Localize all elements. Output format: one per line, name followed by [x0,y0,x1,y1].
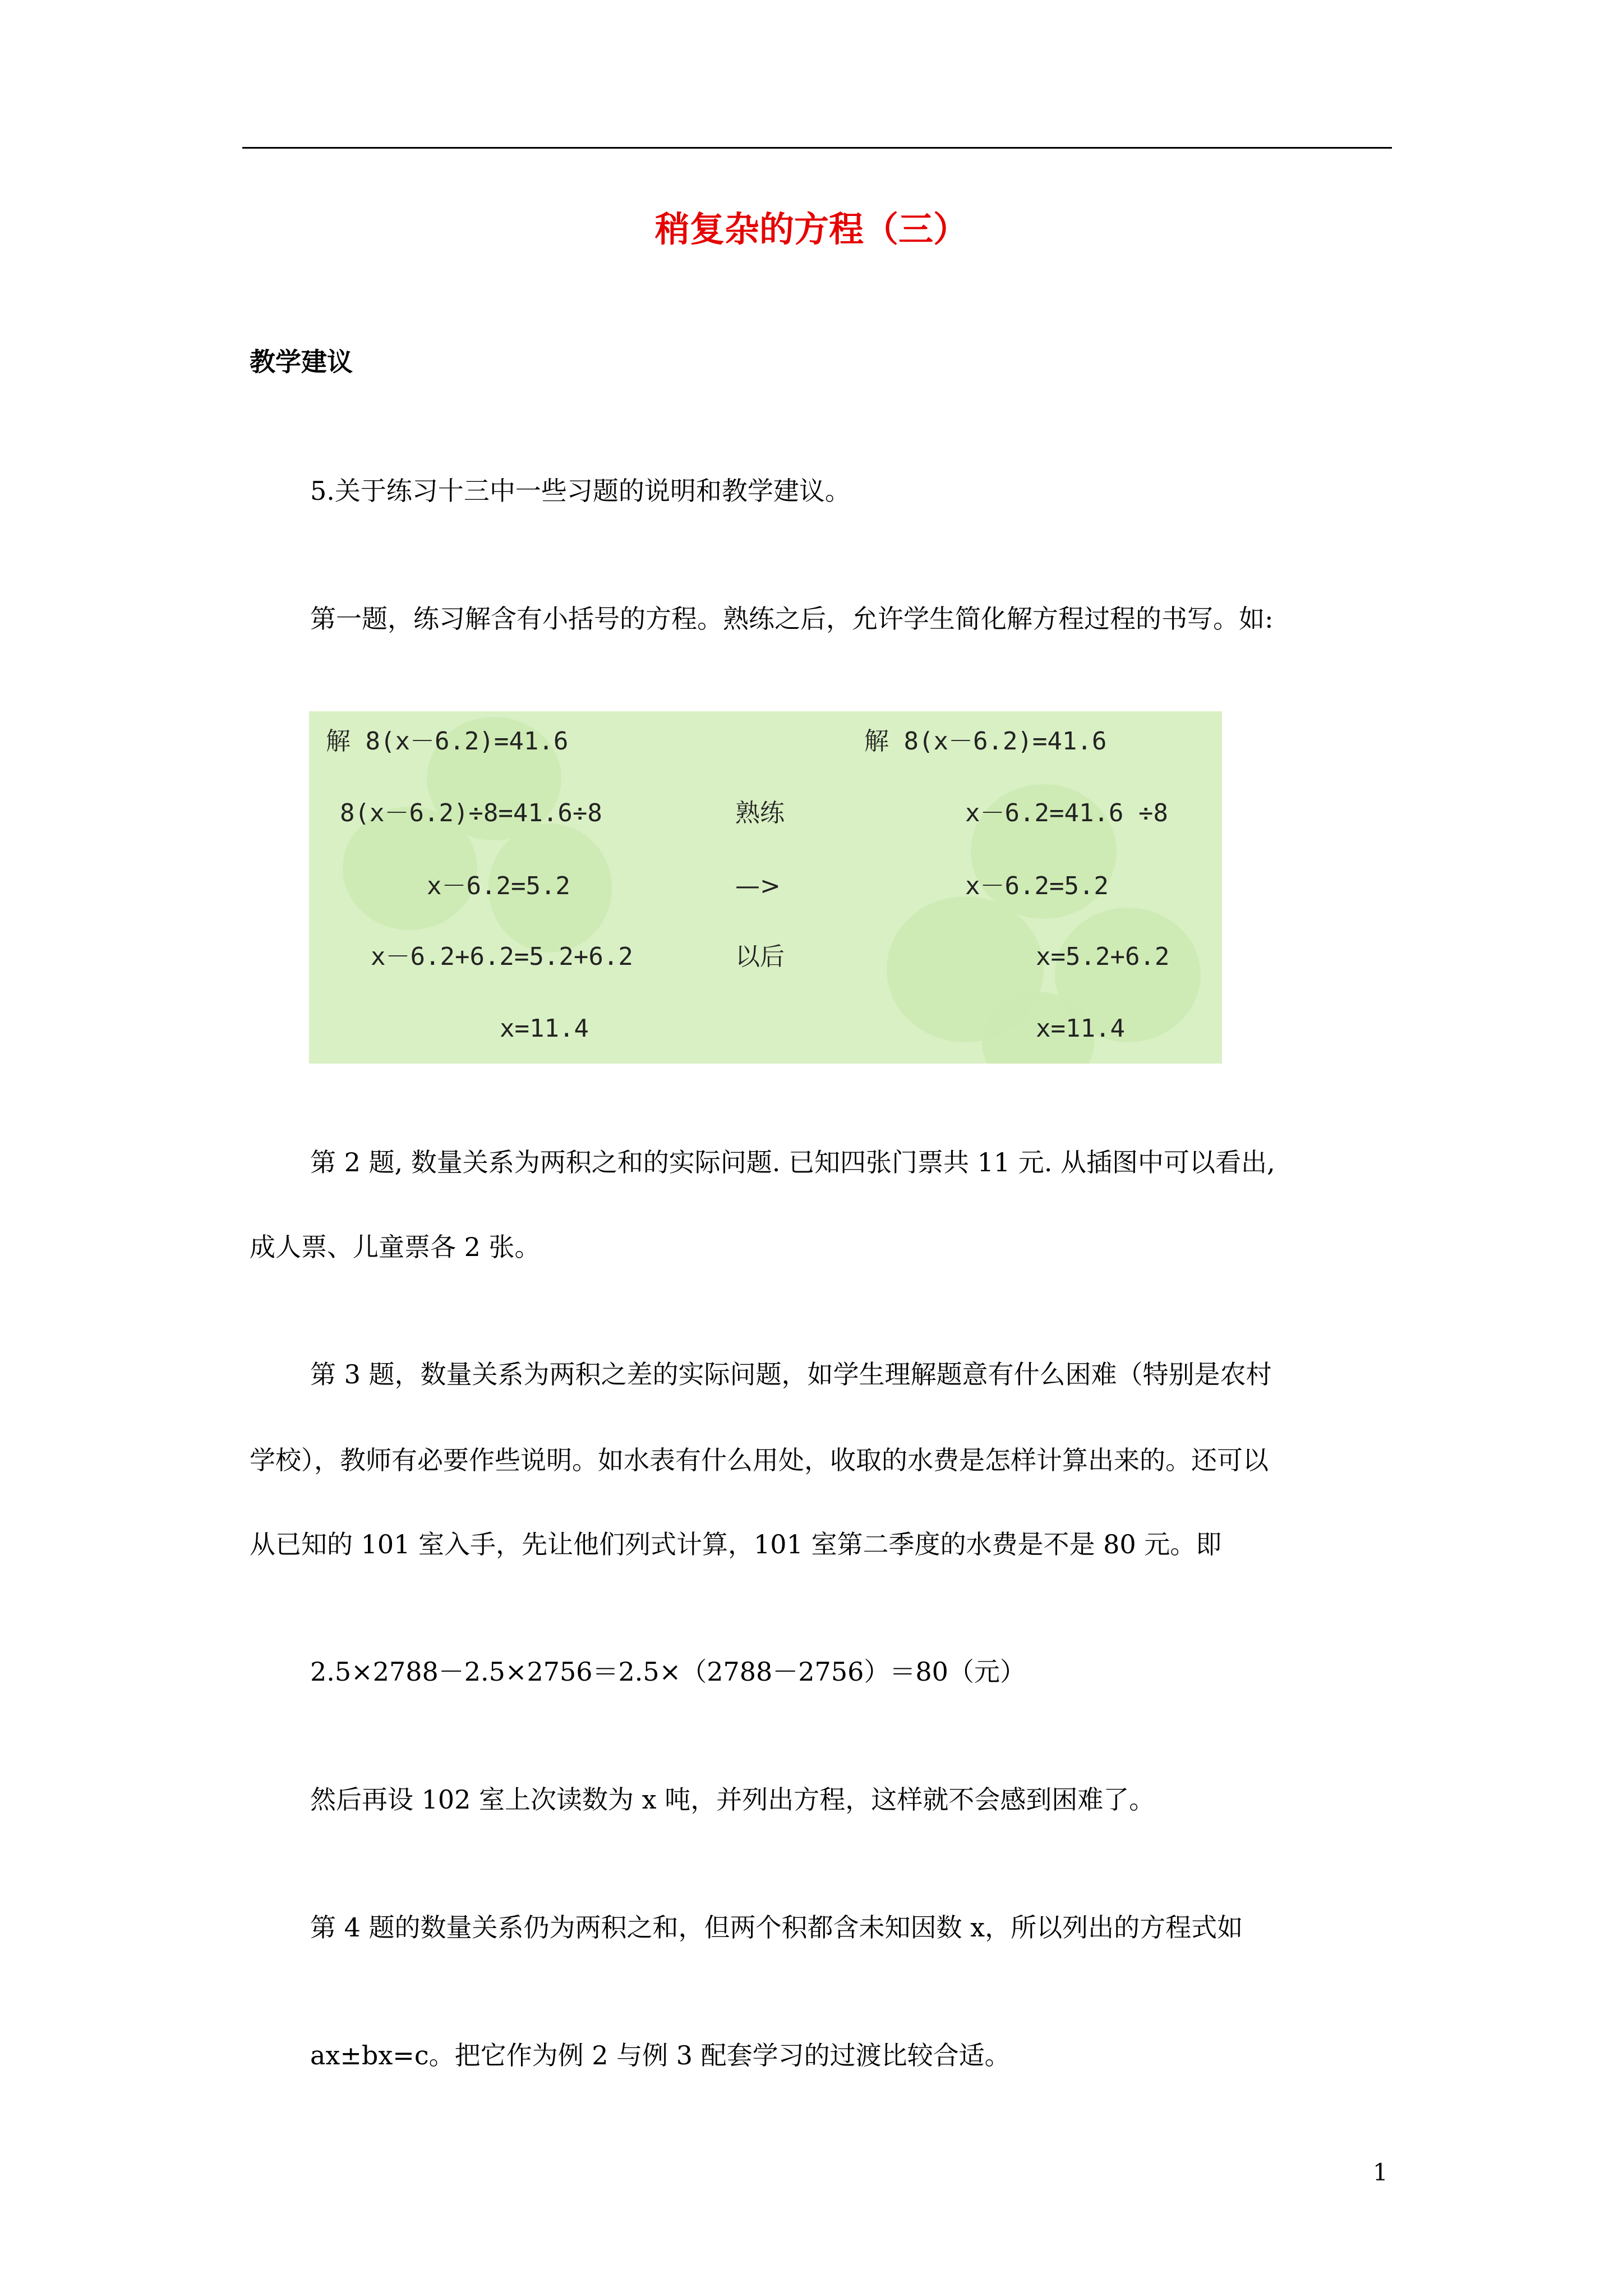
example-left-line-4: x－6.2+6.2=5.2+6.2 [371,942,633,971]
paragraph-question-3-line-1: 第 3 题，数量关系为两积之差的实际问题，如学生理解题意有什么困难（特别是农村 [310,1359,1272,1389]
example-solution-box [309,711,1222,1064]
example-left-line-5: x=11.4 [500,1014,589,1043]
arrow-icon: —> [735,872,781,900]
example-middle-label-2: 以后 [735,942,785,971]
page-title: 稍复杂的方程（三） [654,209,968,250]
example-right-line-5: x=11.4 [1036,1014,1125,1043]
paragraph-intro: 5.关于练习十三中一些习题的说明和教学建议。 [310,476,851,506]
example-left-line-1: 解 8(x－6.2)=41.6 [326,727,569,756]
paragraph-question-2-line-1: 第 2 题, 数量关系为两积之和的实际问题. 已知四张门票共 11 元. 从插图中可以看出, [310,1147,1275,1177]
example-right-line-1: 解 8(x－6.2)=41.6 [864,727,1107,756]
example-left-line-2: 8(x－6.2)÷8=41.6÷8 [340,799,602,827]
header-rule [242,147,1392,149]
paragraph-question-2-line-2: 成人票、儿童票各 2 张。 [250,1232,541,1262]
example-right-line-2: x－6.2=41.6 ÷8 [965,799,1168,827]
example-right-line-3: x－6.2=5.2 [965,872,1109,900]
section-heading: 教学建议 [250,347,353,377]
paragraph-setup: 然后再设 102 室上次读数为 x 吨，并列出方程，这样就不会感到困难了。 [310,1784,1155,1815]
paragraph-question-4-line-2: ax±bx=c。把它作为例 2 与例 3 配套学习的过渡比较合适。 [310,2040,1011,2070]
example-left-line-3: x－6.2=5.2 [427,872,570,900]
page-number: 1 [1373,2159,1388,2186]
example-right-line-4: x=5.2+6.2 [1036,942,1170,971]
paragraph-question-3-line-2: 学校），教师有必要作些说明。如水表有什么用处，收取的水费是怎样计算出来的。还可以 [250,1445,1269,1475]
paragraph-question-4-line-1: 第 4 题的数量关系仍为两积之和，但两个积都含未知因数 x，所以列出的方程式如 [310,1912,1243,1943]
paragraph-question-3-line-3: 从已知的 101 室入手，先让他们列式计算，101 室第二季度的水费是不是 80 元。即 [250,1529,1222,1559]
example-middle-label-1: 熟练 [735,799,785,827]
equation-line: 2.5×2788－2.5×2756＝2.5×（2788－2756）＝80（元） [310,1657,1026,1687]
paragraph-question-1: 第一题，练习解含有小括号的方程。熟练之后，允许学生简化解方程过程的书写。如: [310,604,1274,634]
